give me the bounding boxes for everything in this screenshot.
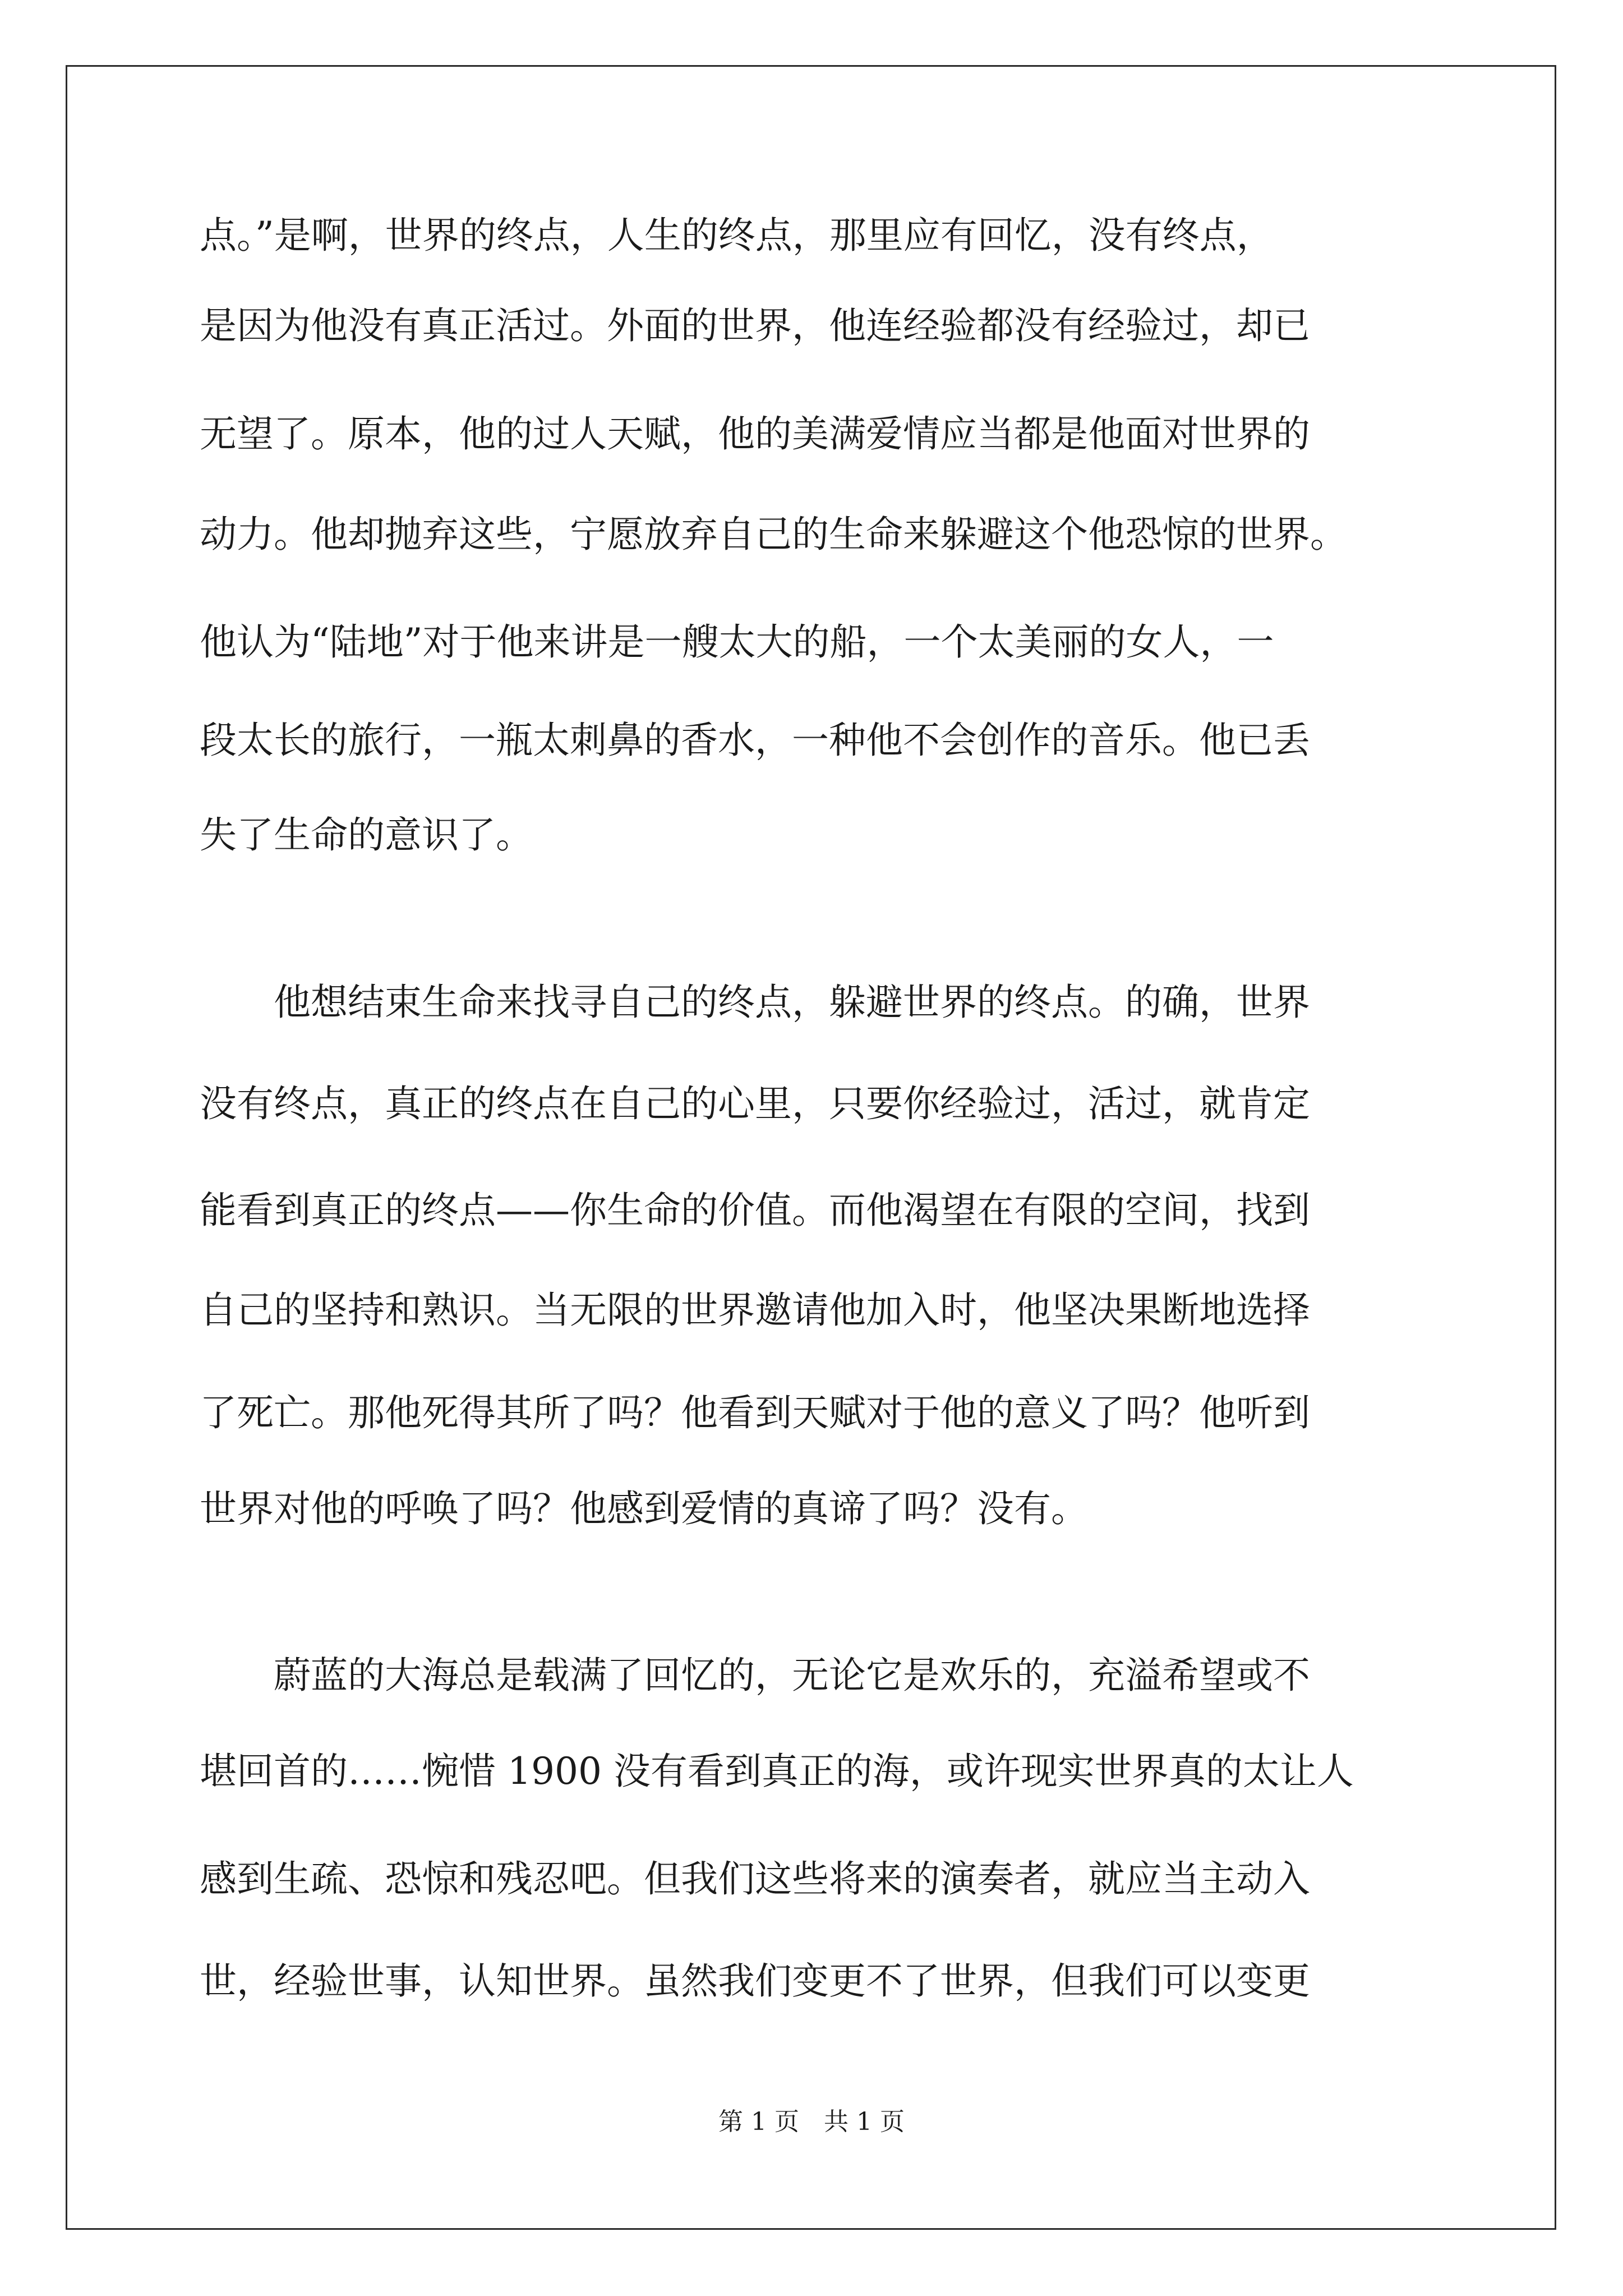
body-text-line: 蔚蓝的大海总是载满了回忆的，无论它是欢乐的，充溢希望或不 [200, 1654, 1310, 1697]
page-number-footer: 第 1 页 共 1 页 [718, 2108, 905, 2136]
body-text-line: 段太长的旅行，一瓶太刺鼻的香水，一种他不会创作的音乐。他已丢 [200, 719, 1310, 762]
body-text-line: 失了生命的意识了。 [200, 813, 533, 857]
body-text-line: 堪回首的……惋惜 1900 没有看到真正的海，或许现实世界真的太让人 [200, 1750, 1354, 1793]
body-text-line: 无望了。原本，他的过人天赋，他的美满爱情应当都是他面对世界的 [200, 412, 1310, 455]
body-text-line: 他想结束生命来找寻自己的终点，躲避世界的终点。的确，世界 [200, 981, 1310, 1024]
body-text-line: 世，经验世事，认知世界。虽然我们变更不了世界，但我们可以变更 [200, 1959, 1310, 2003]
body-text-line: 没有终点，真正的终点在自己的心里，只要你经验过，活过，就肯定 [200, 1082, 1310, 1125]
body-text-line: 是因为他没有真正活过。外面的世界，他连经验都没有经验过，却已 [200, 304, 1310, 347]
body-text-line: 世界对他的呼唤了吗？他感到爱情的真谛了吗？没有。 [200, 1487, 1088, 1530]
body-text-line: 自己的坚持和熟识。当无限的世界邀请他加入时，他坚决果断地选择 [200, 1289, 1310, 1332]
body-text-line: 动力。他却抛弃这些，宁愿放弃自己的生命来躲避这个他恐惊的世界。 [200, 513, 1347, 556]
body-text-line: 他认为“陆地”对于他来讲是一艘太大的船，一个太美丽的女人，一 [200, 620, 1274, 664]
body-text-line: 了死亡。那他死得其所了吗？他看到天赋对于他的意义了吗？他听到 [200, 1391, 1310, 1434]
body-text-line: 能看到真正的终点——你生命的价值。而他渴望在有限的空间，找到 [200, 1189, 1310, 1232]
body-text-line: 点。”是啊，世界的终点，人生的终点，那里应有回忆，没有终点， [200, 214, 1274, 257]
body-text-line: 感到生疏、恐惊和残忍吧。但我们这些将来的演奏者，就应当主动入 [200, 1857, 1310, 1901]
